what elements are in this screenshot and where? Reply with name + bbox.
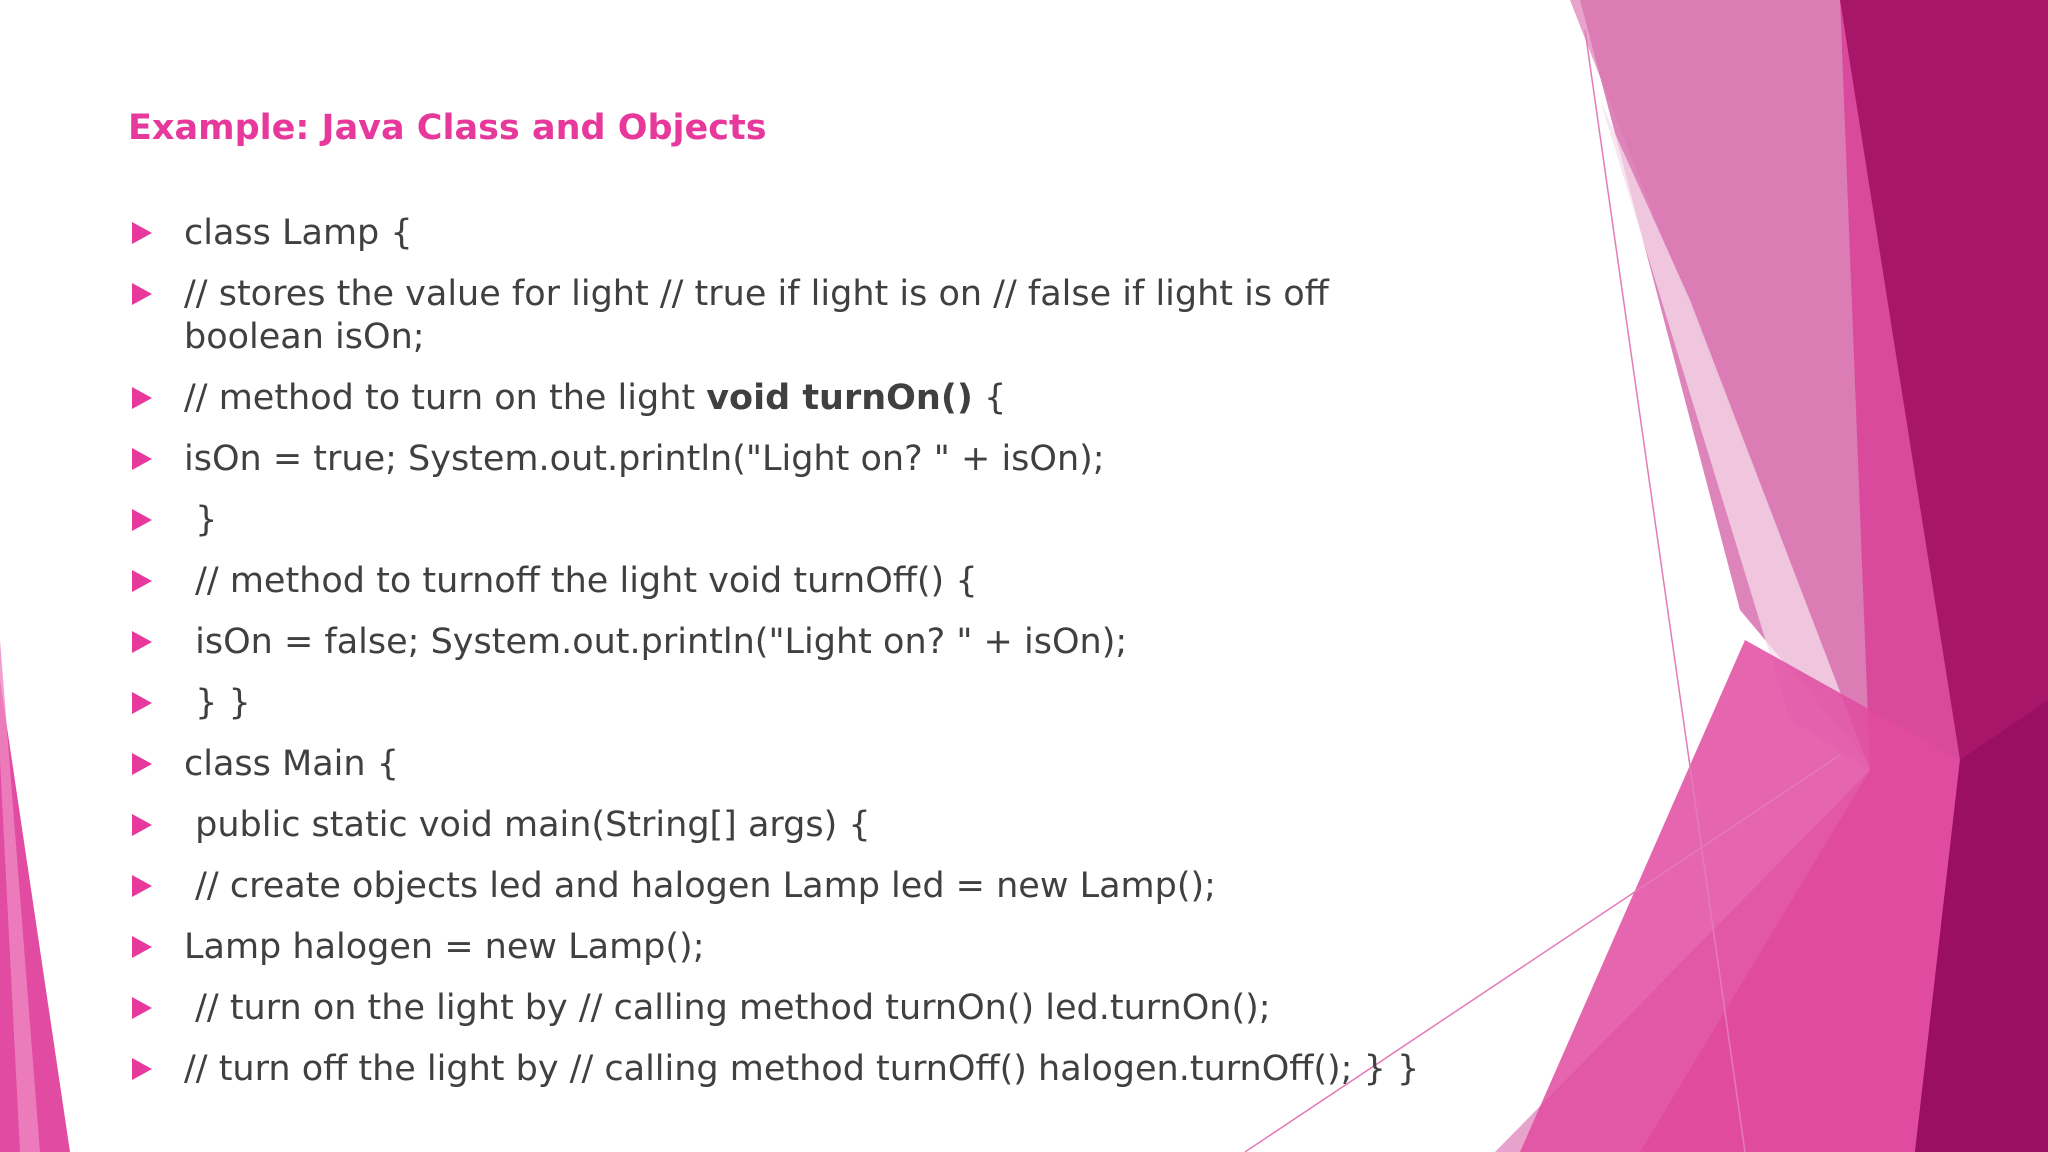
bullet-text: public static void main(String[] args) { [184,805,871,845]
triangle-right-icon [132,936,152,958]
bullet-text-bold: void turnOn() [706,378,973,418]
triangle-right-icon [132,222,152,244]
bullet-item [128,273,1468,359]
triangle-right-icon [132,631,152,653]
bullet-item [128,865,1468,908]
triangle-right-icon [132,448,152,470]
bullet-text: // create objects led and halogen Lamp led = new Lamp(); [184,866,1216,906]
bullet-text: class Lamp { [184,213,413,253]
bullet-text: class Main { [184,744,399,784]
bullet-item [128,804,1468,847]
triangle-right-icon [132,387,152,409]
bullet-text: // turn off the light by // calling method turnOff() halogen.turnOff(); } } [184,1049,1420,1089]
bullet-list [128,212,1468,1109]
bullet-text: // stores the value for light // true if light is on // false if light is off boolean isOn; [184,274,1329,357]
bullet-item [128,926,1468,969]
bullet-item [128,987,1468,1030]
bullet-text: } [184,500,218,540]
bullet-text: // turn on the light by // calling method turnOn() led.turnOn(); [184,988,1271,1028]
triangle-right-icon [132,570,152,592]
triangle-right-icon [132,753,152,775]
bullet-item [128,377,1468,420]
bullet-item [128,499,1468,542]
bullet-text: Lamp halogen = new Lamp(); [184,927,705,967]
triangle-right-icon [132,814,152,836]
bullet-text: } } [184,683,251,723]
bullet-text: isOn = true; System.out.println("Light on? " + isOn); [184,439,1105,479]
bullet-item [128,1048,1468,1091]
triangle-right-icon [132,283,152,305]
bullet-item [128,438,1468,481]
bullet-item [128,560,1468,603]
triangle-right-icon [132,509,152,531]
triangle-right-icon [132,875,152,897]
bullet-item [128,682,1468,725]
triangle-right-icon [132,997,152,1019]
bullet-text: // method to turnoff the light void turnOff() { [184,561,978,601]
bullet-item [128,621,1468,664]
slide-title: Example: Java Class and Objects [128,108,767,148]
facet-soft-pink [1580,0,1870,765]
bullet-text-before: // method to turn on the light [184,378,707,418]
triangle-right-icon [132,1058,152,1080]
bullet-item [128,212,1468,255]
triangle-right-icon [132,692,152,714]
bullet-text: isOn = false; System.out.println("Light on? " + isOn); [184,622,1128,662]
bullet-text-after: { [972,378,1007,418]
bullet-item [128,743,1468,786]
